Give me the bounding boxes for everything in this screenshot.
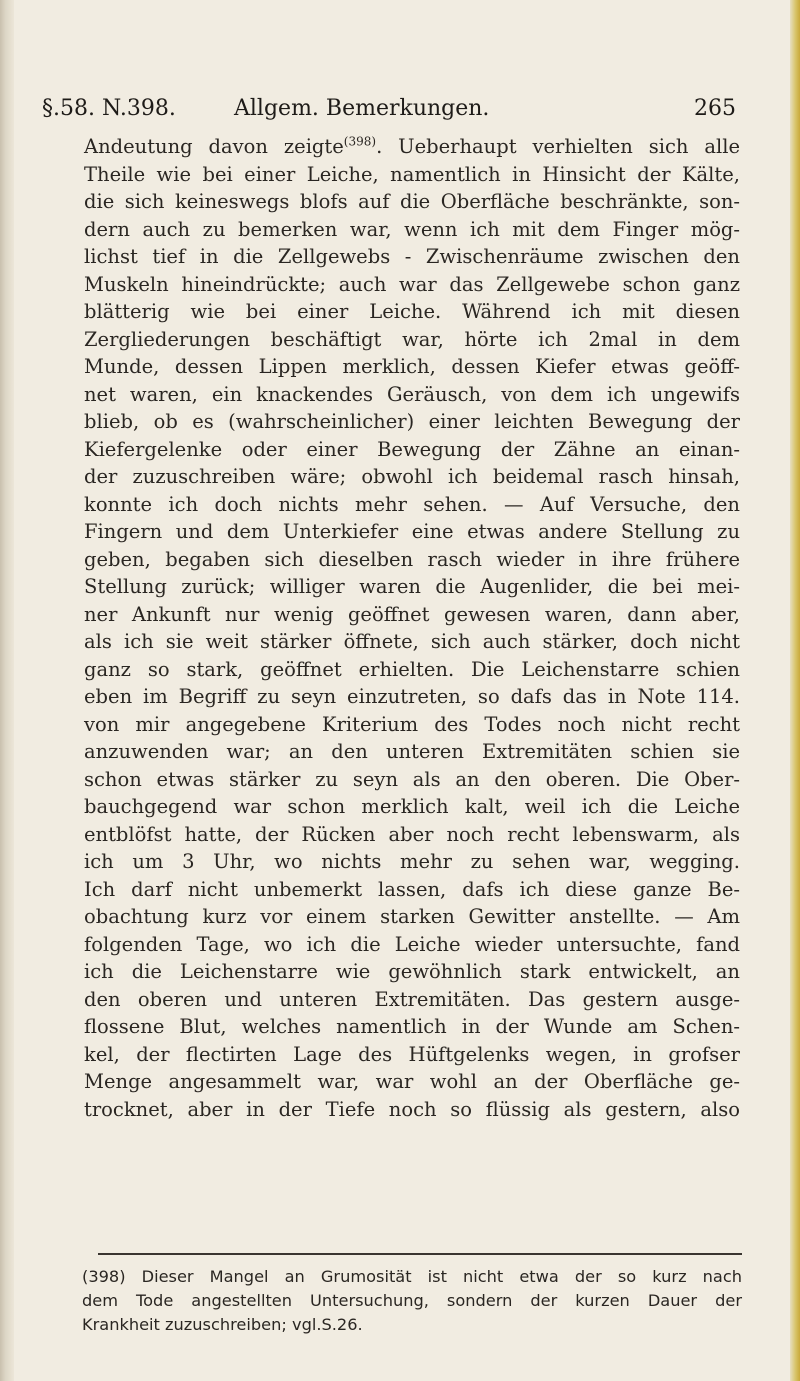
text-line: anzuwenden war; an den unteren Extremitäten schien sie [84,740,740,763]
main-text [84,133,740,1123]
text-line: entblöfst hatte, der Rücken aber noch recht lebenswarm, als [84,822,740,846]
text-line: als ich sie weit stärker öffnete, sich auch stärker, doch nicht [84,630,740,653]
footnote-line: dem Tode angestellten Untersuchung, sondern der kurzen Dauer der [82,1291,742,1310]
text-line: Ich darf nicht unbemerkt lassen, dafs ich diese ganze Be- [84,877,740,901]
text-line: Munde, dessen Lippen merklich, dessen Kiefer etwas geöff- [84,355,740,378]
text-line: trocknet, aber in der Tiefe noch so flüssig als gestern, also [84,1097,740,1121]
header-note-number: N.398. [102,96,176,121]
text-line: ner Ankunft nur wenig geöffnet gewesen waren, dann aber, [84,602,740,626]
header-section: §.58. [42,96,95,121]
footnote-divider [98,1253,742,1255]
text-line: net waren, ein knackendes Geräusch, von dem ich ungewifs [84,382,740,406]
text-line: blätterig wie bei einer Leiche. Während ich mit diesen [84,300,740,323]
text-line: schon etwas stärker zu seyn als an den oberen. Die Ober- [84,767,740,791]
text-line: flossene Blut, welches namentlich in der Wunde am Schen- [84,1015,740,1038]
running-header [42,96,736,126]
text-line: obachtung kurz vor einem starken Gewitter anstellte. — Am [84,905,740,928]
text-line: der zuzuschreiben wäre; obwohl ich beidemal rasch hinsah, [84,465,740,488]
text-line: blieb, ob es (wahrscheinlicher) einer leichten Bewegung der [84,410,740,433]
text-line: ich um 3 Uhr, wo nichts mehr zu sehen war, wegging. [84,850,740,873]
text-line: kel, der flectirten Lage des Hüftgelenks wegen, in grofser [84,1042,740,1066]
footnote-reference: (398) [343,134,377,149]
text-line: lichst tief in die Zellgewebs - Zwischenräume zwischen den [84,245,740,268]
header-title: Allgem. Bemerkungen. [234,96,490,121]
text-line: Kiefergelenke oder einer Bewegung der Zähne an einan- [84,437,740,461]
text-line: dern auch zu bemerken war, wenn ich mit dem Finger mög- [84,217,740,241]
text-line: konnte ich doch nichts mehr sehen. — Auf Versuche, den [84,492,740,516]
footnote-line: Krankheit zuzuschreiben; vgl.S.26. [82,1315,363,1334]
text-line: ganz so stark, geöffnet erhielten. Die Leichenstarre schien [84,657,740,681]
text-line: die sich keineswegs blofs auf die Oberfläche beschränkte, son- [84,190,740,213]
text-line [84,133,740,161]
text-line: Fingern und dem Unterkiefer eine etwas andere Stellung zu [84,520,740,543]
text-line: eben im Begriff zu seyn einzutreten, so dafs das in Note 114. [84,685,740,708]
text-line: geben, begaben sich dieselben rasch wieder in ihre frühere [84,547,740,571]
text-fragment: Andeutung davon zeigte [84,135,344,158]
page-edge [790,0,800,1381]
text-line: den oberen und unteren Extremitäten. Das gestern ausge- [84,987,740,1011]
text-line: Muskeln hineindrückte; auch war das Zellgewebe schon ganz [84,272,740,296]
text-line: Menge angesammelt war, war wohl an der Oberfläche ge- [84,1070,740,1093]
text-line: von mir angegebene Kriterium des Todes noch nicht recht [84,712,740,736]
text-line: Stellung zurück; williger waren die Augenlider, die bei mei- [84,575,740,598]
text-fragment: . Ueberhaupt verhielten sich alle [376,135,741,158]
text-line: Zergliederungen beschäftigt war, hörte ich 2mal in dem [84,327,740,351]
text-line: ich die Leichenstarre wie gewöhnlich stark entwickelt, an [84,960,740,983]
page-number: 265 [694,96,736,121]
text-line: Theile wie bei einer Leiche, namentlich in Hinsicht der Kälte, [84,162,740,186]
text-line: folgenden Tage, wo ich die Leiche wieder untersuchte, fand [84,932,740,956]
binding-edge [0,0,14,1381]
footnote-line: (398) Dieser Mangel an Grumosität ist nicht etwa der so kurz nach [82,1267,742,1286]
text-line: bauchgegend war schon merklich kalt, weil ich die Leiche [84,795,740,818]
footnote [82,1265,742,1337]
